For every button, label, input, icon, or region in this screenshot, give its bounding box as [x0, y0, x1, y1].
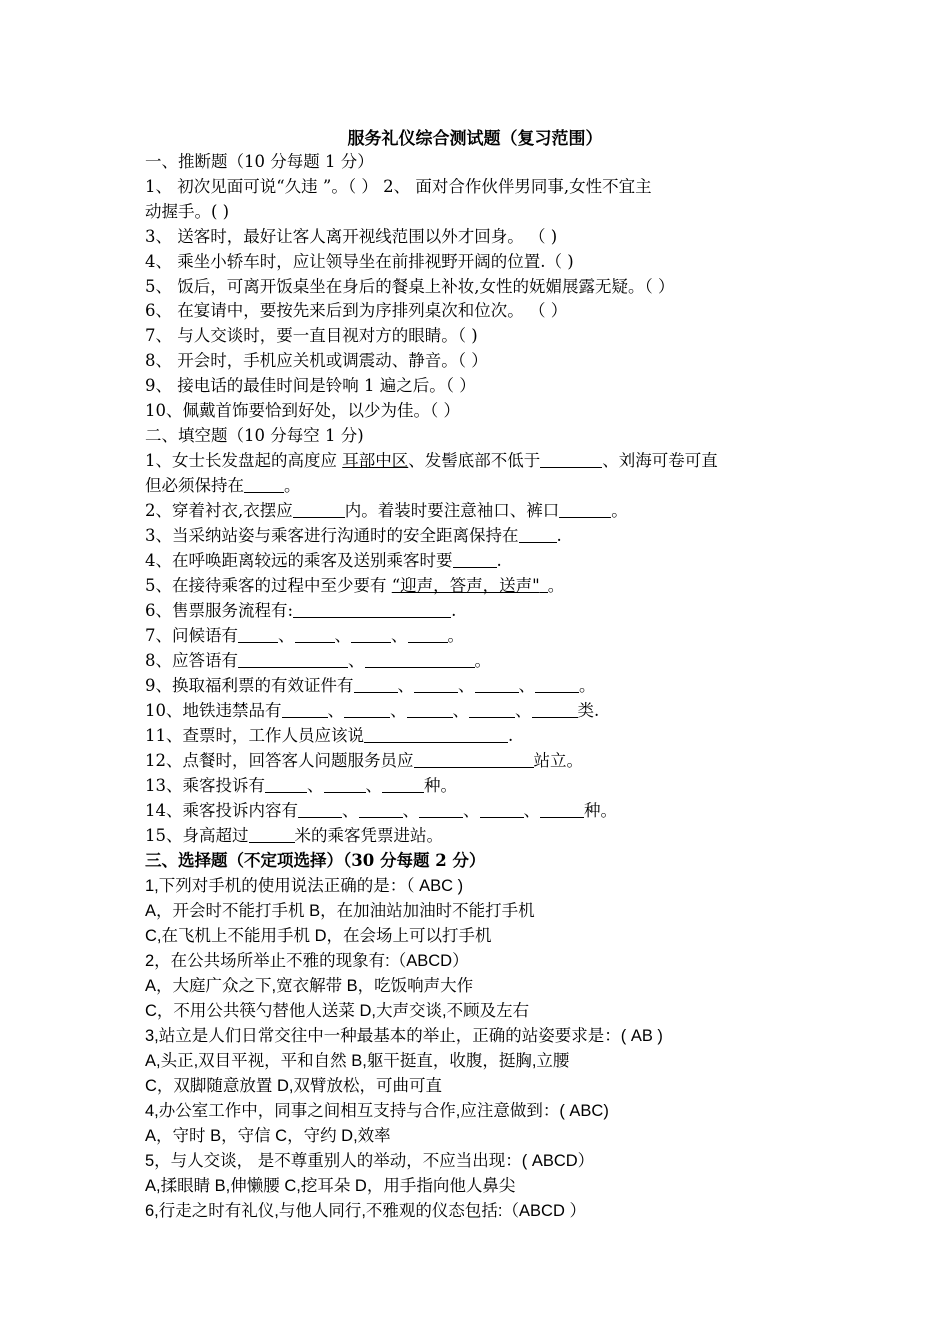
- judge-question-8: 8、 开会时，手机应关机或调震动、静音。（ ）: [145, 351, 488, 370]
- judge-question-9: 9、 接电话的最佳时间是铃响 1 遍之后。（ ）: [145, 376, 476, 395]
- choice-question-6: 6,行走之时有礼仪,与他人同行,不雅观的仪态包括:（ABCD ）: [145, 1202, 586, 1220]
- choice-question-5: 5，与人交谈， 是不尊重别人的举动，不应当出现：( ABCD）: [145, 1152, 595, 1170]
- blank-field: [559, 501, 611, 518]
- fill-question-3: 3、当采纳站姿与乘客进行沟通时的安全距离保持在 .: [145, 526, 562, 545]
- fill-question-8: 8、应答语有 、 。: [145, 651, 491, 670]
- choice-options-2b: C，不用公共筷勺替他人送菜 D,大声交谈,不顾及左右: [145, 1002, 530, 1020]
- judge-question-5: 5、 饭后，可离开饭桌坐在身后的餐桌上补妆,女性的妩媚展露无疑。（ ）: [145, 277, 675, 296]
- judge-question-4: 4、 乘坐小轿车时，应让领导坐在前排视野开阔的位置.（ ): [145, 252, 574, 271]
- fill-question-5: 5、在接待乘客的过程中至少要有 “迎声，答声，送声" 。: [145, 576, 565, 595]
- blank-field: [540, 451, 602, 468]
- choice-options-5a: A,揉眼睛 B,伸懒腰 C,挖耳朵 D，用手指向他人鼻尖: [145, 1177, 516, 1195]
- fill-question-1: 1、女士长发盘起的高度应 耳部中区、发髻底部不低于 、刘海可卷可直: [145, 451, 718, 470]
- blank-field: [453, 551, 497, 568]
- blank-field: [244, 476, 284, 493]
- fill-question-2: 2、穿着衬衣,衣摆应 内。着装时要注意袖口、裤口 。: [145, 501, 628, 520]
- fill-question-14: 14、乘客投诉内容有 、 、 、 、 种。: [145, 801, 617, 820]
- choice-options-3b: C，双脚随意放置 D,双臂放松，可曲可直: [145, 1077, 442, 1095]
- choice-question-3: 3,站立是人们日常交往中一种最基本的举止，正确的站姿要求是：( AB ): [145, 1027, 663, 1045]
- fill-answer: 耳部中区: [342, 451, 409, 470]
- fill-question-1-cont: 但必须保持在 。: [145, 476, 301, 495]
- fill-question-12: 12、点餐时，回答客人问题服务员应 站立。: [145, 751, 583, 770]
- document-title: 服务礼仪综合测试题（复习范围）: [347, 129, 603, 149]
- blank-field: [293, 501, 345, 518]
- section-3-heading: 三、选择题（不定项选择）（30 分每题 2 分）: [145, 851, 486, 870]
- fill-question-11: 11、查票时，工作人员应该说 .: [145, 726, 514, 745]
- judge-question-1-2: 1、 初次见面可说“久违 ”。（ ） 2、 面对合作伙伴男同事,女性不宜主: [145, 177, 652, 196]
- section-1-heading: 一、推断题（10 分每题 1 分）: [145, 152, 374, 171]
- fill-question-10: 10、地铁违禁品有 、 、 、 、 类.: [145, 701, 600, 720]
- choice-question-1: 1,下列对手机的使用说法正确的是：（ ABC ): [145, 877, 464, 895]
- fill-answer: “迎声，答声，送声": [391, 576, 540, 595]
- judge-question-2-cont: 动握手。( ): [145, 202, 230, 221]
- fill-question-13: 13、乘客投诉有 、 、 种。: [145, 776, 457, 795]
- choice-question-2: 2，在公共场所举止不雅的现象有:（ABCD）: [145, 952, 469, 970]
- blank-field: [519, 526, 557, 543]
- section-2-heading: 二、填空题（10 分每空 1 分): [145, 426, 364, 445]
- choice-options-1a: A，开会时不能打手机 B，在加油站加油时不能打手机: [145, 902, 535, 920]
- fill-question-4: 4、在呼唤距离较远的乘客及送别乘客时要 .: [145, 551, 502, 570]
- judge-question-10: 10、佩戴首饰要恰到好处，以少为佳。（ ）: [145, 401, 460, 420]
- choice-options-1b: C,在飞机上不能用手机 D，在会场上可以打手机: [145, 927, 492, 945]
- blank-field: [293, 601, 451, 618]
- judge-question-7: 7、 与人交谈时，要一直目视对方的眼睛。（ ): [145, 326, 478, 345]
- fill-question-9: 9、换取福利票的有效证件有 、 、 、 。: [145, 676, 596, 695]
- judge-question-6: 6、 在宴请中，要按先来后到为序排列桌次和位次。 （ ）: [145, 301, 568, 320]
- fill-question-6: 6、售票服务流程有: .: [145, 601, 457, 620]
- fill-question-7: 7、问候语有 、 、 、 。: [145, 626, 464, 645]
- choice-options-4a: A，守时 B，守信 C，守约 D,效率: [145, 1127, 391, 1145]
- choice-options-2a: A，大庭广众之下,宽衣解带 B，吃饭响声大作: [145, 977, 474, 995]
- judge-question-3: 3、 送客时，最好让客人离开视线范围以外才回身。 （ ): [145, 227, 558, 246]
- fill-question-15: 15、身高超过 米的乘客凭票进站。: [145, 826, 443, 845]
- choice-question-4: 4,办公室工作中，同事之间相互支持与合作,应注意做到：( ABC): [145, 1102, 609, 1120]
- choice-options-3a: A,头正,双目平视，平和自然 B,躯干挺直，收腹，挺胸,立腰: [145, 1052, 570, 1070]
